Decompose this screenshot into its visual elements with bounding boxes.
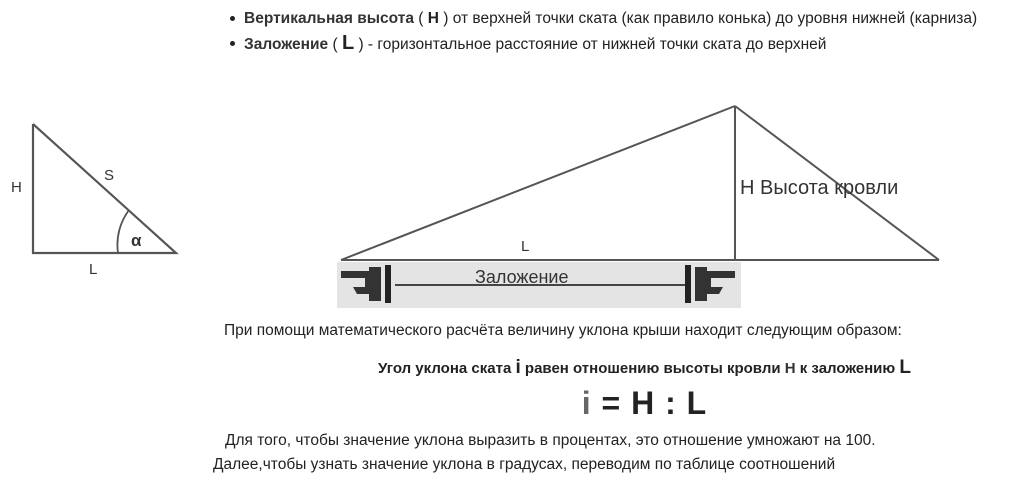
- label-l: L: [89, 261, 98, 278]
- roof-slope-line: [341, 106, 735, 260]
- rule-text-1: Угол уклона ската: [378, 360, 516, 377]
- label-s: S: [104, 167, 115, 184]
- small-triangle-diagram: [0, 110, 200, 290]
- calculation-intro: При помощи математического расчёта величину уклона крыши находит следующим образом:: [224, 322, 902, 339]
- rule-text-2: равен отношению высоты кровли: [520, 360, 785, 377]
- formula-rest: = H : L: [591, 385, 708, 421]
- roof-slope-diagram: [335, 98, 945, 313]
- percent-paragraph: Для того, чтобы значение уклона выразить в процентах, это отношение умножают на 100.: [225, 432, 876, 449]
- degrees-paragraph: Далее,чтобы узнать значение уклона в градусах, переводим по таблице соотношений: [213, 456, 836, 473]
- definition-height: [228, 6, 1018, 31]
- zalozhenie-label: Заложение: [475, 267, 569, 287]
- paren-close: ): [354, 36, 364, 53]
- formula-i: i: [581, 385, 592, 421]
- alpha-angle-arc: [117, 210, 129, 253]
- small-triangle-shape: [33, 124, 176, 253]
- slope-formula: [0, 385, 1024, 422]
- paren-close: ): [438, 10, 449, 27]
- symbol-h: Н: [427, 10, 439, 27]
- label-alpha: α: [131, 231, 142, 250]
- term-height: Вертикальная высота: [244, 10, 414, 27]
- paren-open: (: [413, 10, 428, 27]
- paren-open: (: [328, 36, 342, 53]
- symbol-l: L: [341, 32, 355, 54]
- rule-symbol-i: i: [515, 357, 521, 378]
- rule-text-3: к заложению: [795, 360, 900, 377]
- big-label-l: L: [521, 238, 530, 255]
- term-zalozhenie: Заложение: [244, 36, 329, 53]
- rule-symbol-l: L: [899, 357, 911, 378]
- roof-height-label: Н Высота кровли: [740, 177, 899, 199]
- definition-zalozhenie: [228, 31, 1018, 57]
- definition-list: [228, 6, 1018, 57]
- definition-height-text: от верхней точки ската (как правило конька) до уровня нижней (карниза): [448, 10, 978, 27]
- label-h: H: [11, 179, 22, 196]
- rule-symbol-h: Н: [784, 360, 796, 377]
- slope-rule: [0, 357, 1024, 379]
- definition-zalozhenie-text: - горизонтальное расстояние от нижней точки ската до верхней: [363, 36, 827, 53]
